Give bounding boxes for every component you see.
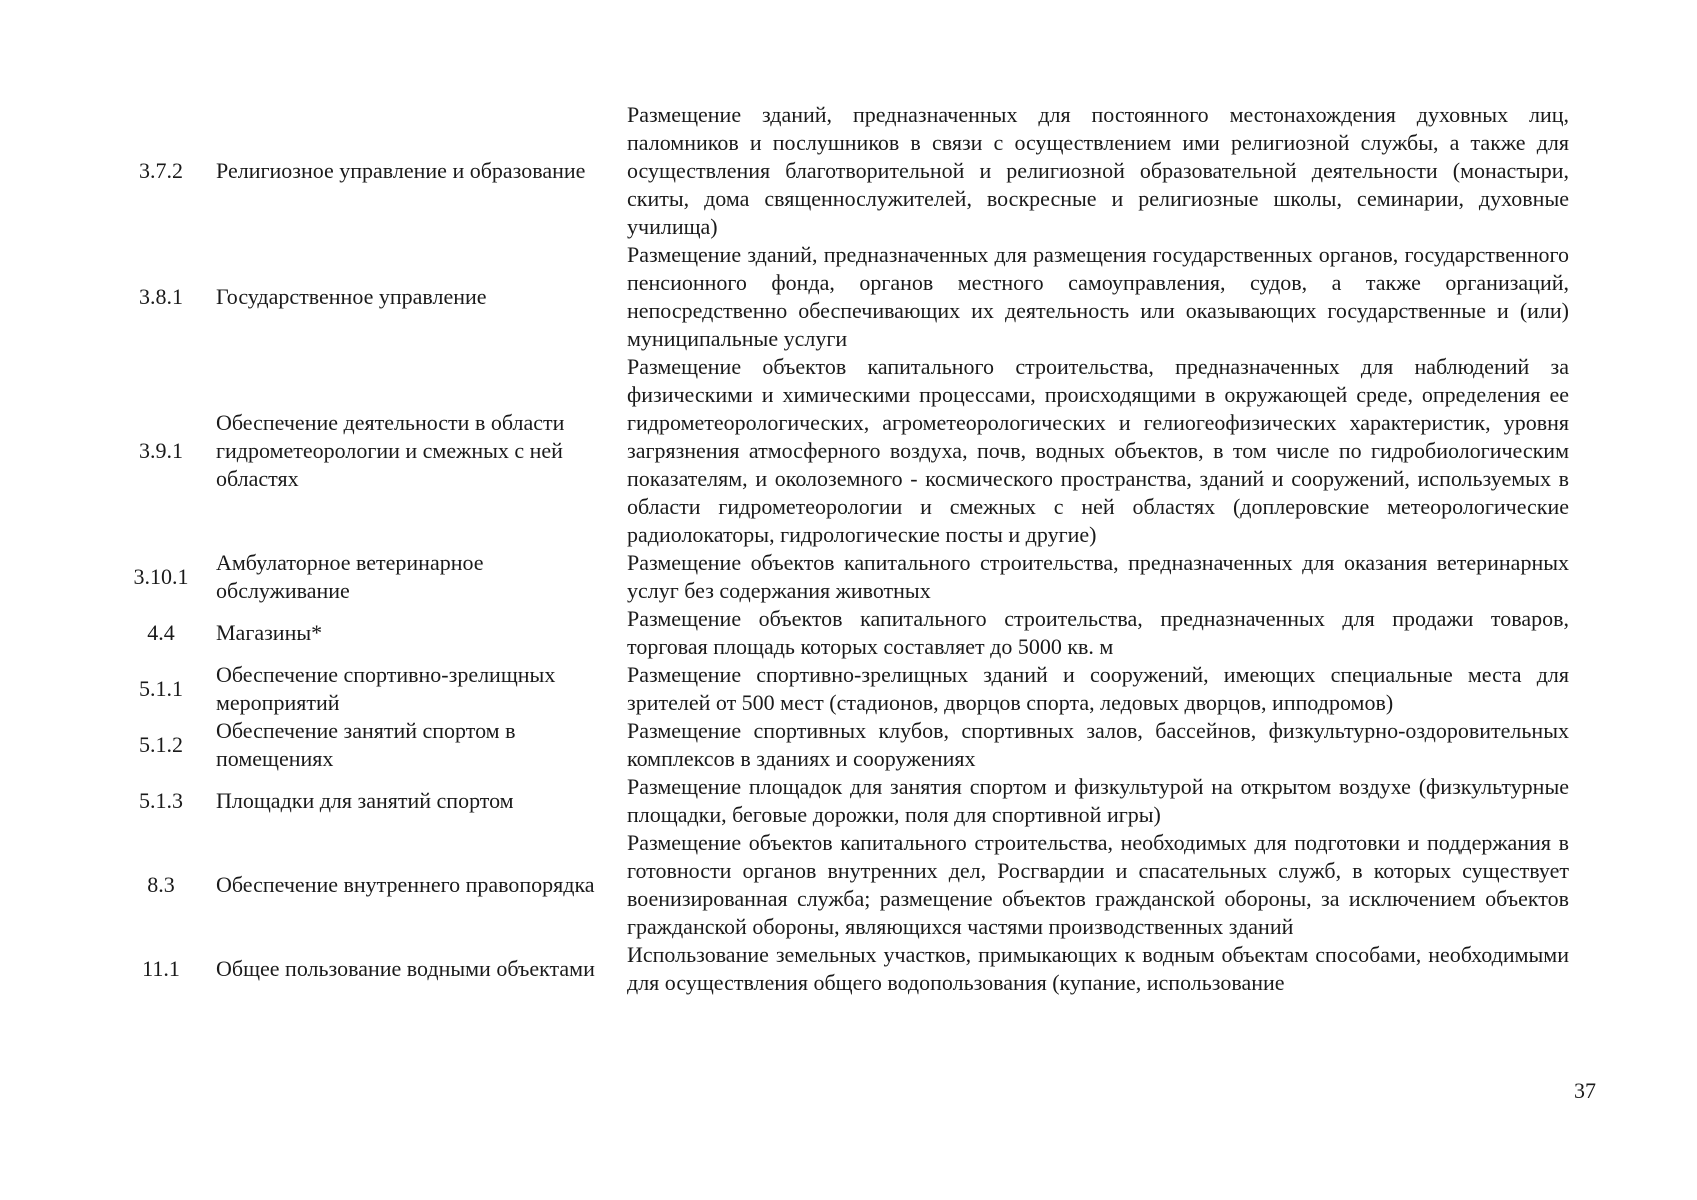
row-name: Площадки для занятий спортом	[216, 788, 514, 813]
row-name: Общее пользование водными объектами	[216, 956, 595, 981]
row-code: 5.1.1	[139, 676, 183, 701]
row-code: 5.1.2	[139, 732, 183, 757]
table-row	[122, 101, 1582, 241]
table-row	[122, 661, 1582, 717]
row-name: Амбулаторное ветеринарное обслуживание	[216, 550, 484, 603]
table-row	[122, 717, 1582, 773]
table-row	[122, 773, 1582, 829]
row-code: 11.1	[142, 956, 180, 981]
table-row	[122, 353, 1582, 549]
row-name: Государственное управление	[216, 284, 487, 309]
land-use-table	[122, 101, 1582, 997]
row-code: 3.10.1	[133, 564, 189, 589]
row-description: Размещение зданий, предназначенных для постоянного местонахождения духовных лиц, паломников и послушников в связи с осуществлением ими религиозной службы, а также для осуществления благотворительной и религиозной образовательной деятельности (монастыри, скиты, дома священнослужителей, воскресные и религиозные школы, семинарии, духовные училища)	[627, 102, 1569, 239]
row-name: Магазины*	[216, 620, 323, 645]
row-description: Размещение спортивных клубов, спортивных залов, бассейнов, физкультурно-оздоровительных комплексов в зданиях и сооружениях	[627, 718, 1569, 771]
table-row	[122, 549, 1582, 605]
row-name: Обеспечение занятий спортом в помещениях	[216, 718, 516, 771]
row-description: Размещение спортивно-зрелищных зданий и сооружений, имеющих специальные места для зрителей от 500 мест (стадионов, дворцов спорта, ледовых дворцов, ипподромов)	[627, 662, 1569, 715]
row-code: 3.8.1	[139, 284, 183, 309]
table-row	[122, 941, 1582, 997]
row-description: Размещение объектов капитального строительства, предназначенных для наблюдений за физическими и химическими процессами, происходящими в окружающей среде, определения ее гидрометеорологических, агрометеорологических и гелиогеофизических характеристик, уровня загрязнения атмосферного воздуха, почв, водных объектов, в том числе по гидробиологическим показателям, и околоземного - космического пространства, зданий и сооружений, используемых в области гидрометеорологии и смежных с ней областях (доплеровские метеорологические радиолокаторы, гидрологические посты и другие)	[627, 354, 1569, 547]
row-code: 4.4	[147, 620, 175, 645]
row-description: Размещение объектов капитального строительства, необходимых для подготовки и поддержания в готовности органов внутренних дел, Росгвардии и спасательных служб, в которых существует военизированная служба; размещение объектов гражданской обороны, за исключением объектов гражданской обороны, являющихся частями производственных зданий	[627, 830, 1569, 939]
row-name: Обеспечение спортивно-зрелищных мероприятий	[216, 662, 556, 715]
table-row	[122, 829, 1582, 941]
page-number: 37	[1574, 1078, 1596, 1103]
row-code: 8.3	[147, 872, 175, 897]
table-row	[122, 605, 1582, 661]
row-description: Размещение площадок для занятия спортом и физкультурой на открытом воздухе (физкультурные площадки, беговые дорожки, поля для спортивной игры)	[627, 774, 1569, 827]
row-description: Размещение объектов капитального строительства, предназначенных для оказания ветеринарных услуг без содержания животных	[627, 550, 1569, 603]
row-description: Размещение зданий, предназначенных для размещения государственных органов, государственного пенсионного фонда, органов местного самоуправления, судов, а также организаций, непосредственно обеспечивающих их деятельность или оказывающих государственные и (или) муниципальные услуги	[627, 242, 1569, 351]
row-code: 5.1.3	[139, 788, 183, 813]
row-name: Обеспечение деятельности в области гидрометеорологии и смежных с ней областях	[216, 410, 565, 491]
row-name: Обеспечение внутреннего правопорядка	[216, 872, 595, 897]
table-row	[122, 241, 1582, 353]
row-description: Размещение объектов капитального строительства, предназначенных для продажи товаров, торговая площадь которых составляет до 5000 кв. м	[627, 606, 1569, 659]
row-name: Религиозное управление и образование	[216, 158, 586, 183]
row-code: 3.9.1	[139, 438, 183, 463]
row-description: Использование земельных участков, примыкающих к водным объектам способами, необходимыми для осуществления общего водопользования (купание, использование	[627, 942, 1569, 995]
row-code: 3.7.2	[139, 158, 183, 183]
